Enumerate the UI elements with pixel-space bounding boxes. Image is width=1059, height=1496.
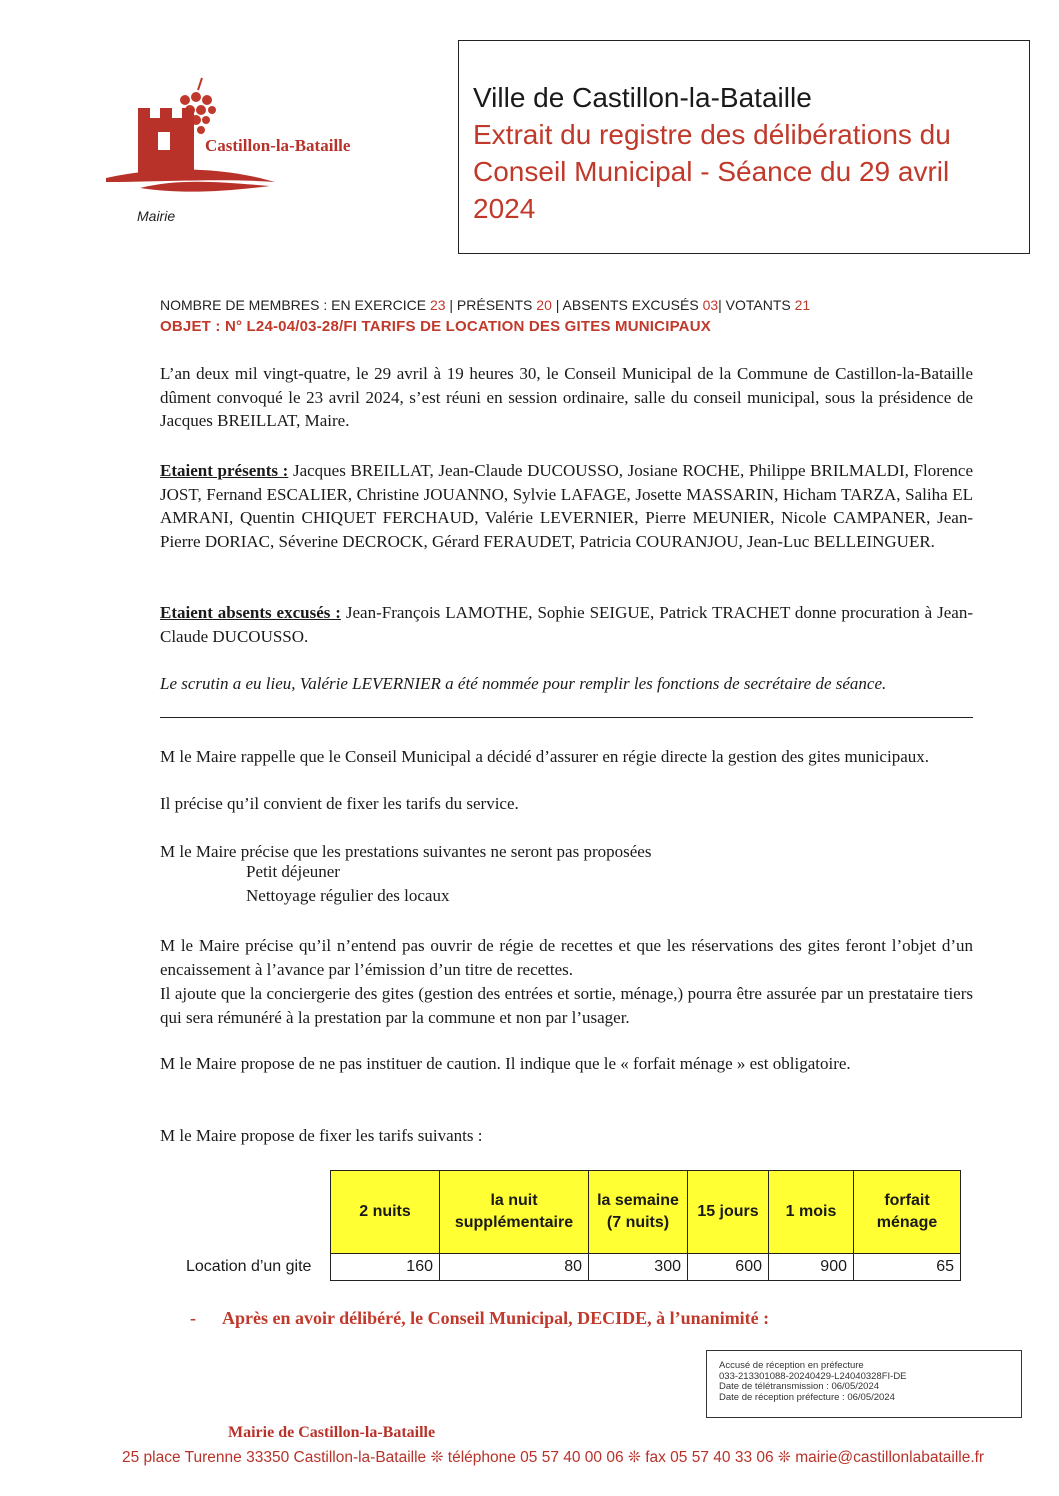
header-1-mois: 1 mois [769,1171,854,1254]
scrutin-paragraph: Le scrutin a eu lieu, Valérie LEVERNIER a été nommée pour remplir les fonctions de secrétaire de séance. [160,674,887,693]
members-line [160,297,810,313]
table-corner [180,1171,331,1254]
paragraph-regie: M le Maire rappelle que le Conseil Municipal a décidé d’assurer en régie directe la gestion des gites municipaux. [160,747,929,766]
objet-title: OBJET : N° L24-04/03-28/FI TARIFS DE LOCATION DES GITES MUNICIPAUX [160,318,711,335]
logo-name: Castillon-la-Bataille [205,136,351,155]
presents-paragraph [160,459,973,553]
list-item: Petit déjeuner [246,862,340,881]
divider [160,717,973,718]
paragraph-recettes: M le Maire précise qu’il n’entend pas ouvrir de régie de recettes et que les réservations des gites feront l’objet d’un encaissement à l’avance par l’émission d’un titre de recettes. [160,936,973,979]
cell-forfait-menage: 65 [854,1254,961,1281]
title-line-4: 2024 [473,193,536,224]
presents-list: Jacques BREILLAT, Jean-Claude DUCOUSSO, Josiane ROCHE, Philippe BRILMALDI, Florence JOST, Fernand ESCALIER, Christine JOUANNO, Sylvie LAFAGE, Josette MASSARIN, Hicham TARZA, Saliha EL AMRANI, Quentin CHIQUET FERCHAUD, Valérie LEVERNIER, Pierre MEUNIER, Nicole CAMPANER, Jean-Pierre DORIAC, Séverine DECROCK, Gérard FERAUDET, Patricia COURANJOU, Jean-Luc BELLEINGUER. [160,461,974,551]
header-forfait-menage: forfait ménage [854,1171,961,1254]
absents-paragraph [160,601,973,648]
cell-nuit-supp: 80 [440,1254,589,1281]
count-absents: 03 [702,297,719,313]
tarifs-table [180,1170,961,1281]
header-2-nuits: 2 nuits [331,1171,440,1254]
header-nuit-supp: la nuit supplémentaire [440,1171,589,1254]
label-exercice: NOMBRE DE MEMBRES : EN EXERCICE [160,297,430,313]
paragraph-tarifs: Il précise qu’il convient de fixer les tarifs du service. [160,794,519,813]
count-votants: 21 [794,297,811,313]
prefecture-stamp [706,1350,1022,1418]
label-absents: | ABSENTS EXCUSÉS [551,297,703,313]
label-votants: | VOTANTS [718,297,795,313]
cell-15-jours: 600 [688,1254,769,1281]
paragraph-prestations: M le Maire précise que les prestations suivantes ne seront pas proposées [160,842,652,861]
paragraph-conciergerie: Il ajoute que la conciergerie des gites (gestion des entrées et sortie, ménage,) pourra être assurée par un prestataire tiers qui sera rémunéré à la prestation par la commune et non par l’usager. [160,984,973,1027]
header-15-jours: 15 jours [688,1171,769,1254]
label-presents: | PRÉSENTS [445,297,537,313]
count-presents: 20 [536,297,552,313]
paragraph-caution: M le Maire propose de ne pas instituer de caution. Il indique que le « forfait ménage » est obligatoire. [160,1054,851,1073]
decision-text: Après en avoir délibéré, le Conseil Municipal, DECIDE, à l’unanimité : [222,1308,770,1328]
stamp-line-3: Date de télétransmission : 06/05/2024 [719,1381,880,1392]
title-line-2: Extrait du registre des délibérations du [473,119,951,150]
table-header-row [180,1171,961,1254]
page-title: Ville de Castillon-la-Bataille [473,82,812,113]
absents-label: Etaient absents excusés : [160,603,341,622]
footer-address: 25 place Turenne 33350 Castillon-la-Bataille ❊ téléphone 05 57 40 00 06 ❊ fax 05 57 40 33 06 ❊ mairie@castillonlabataille.fr [122,1449,985,1466]
stamp-line-2: 033-213301088-20240429-L24040328FI-DE [719,1370,907,1382]
stamp-line-4: Date de réception préfecture : 06/05/2024 [719,1391,895,1403]
presents-label: Etaient présents : [160,461,289,480]
cell-1-mois: 900 [769,1254,854,1281]
cell-2-nuits: 160 [331,1254,440,1281]
paragraph-propose: M le Maire propose de fixer les tarifs suivants : [160,1126,483,1145]
title-line-3: Conseil Municipal - Séance du 29 avril [473,156,950,187]
logo-subtitle: Mairie [137,208,176,224]
table-row [180,1254,961,1281]
list-item: Nettoyage régulier des locaux [246,886,450,905]
intro-paragraph: L’an deux mil vingt-quatre, le 29 avril à 19 heures 30, le Conseil Municipal de la Commune de Castillon-la-Bataille dûment convoqué le 23 avril 2024, s’est réuni en session ordinaire, salle du conseil municipal, sous la présidence de Jacques BREILLAT, Maire. [160,364,973,430]
decision-line [190,1308,769,1329]
cell-semaine: 300 [589,1254,688,1281]
title-box [458,40,1030,254]
count-exercice: 23 [429,297,446,313]
footer-name: Mairie de Castillon-la-Bataille [228,1424,436,1441]
decision-dash: - [190,1308,196,1328]
header-semaine: la semaine (7 nuits) [589,1171,688,1254]
stamp-line-1: Accusé de réception en préfecture [719,1360,864,1371]
row-label: Location d’un gite [186,1258,312,1275]
absents-list: Jean-François LAMOTHE, Sophie SEIGUE, Patrick TRACHET donne procuration à Jean-Claude DUCOUSSO. [160,603,973,646]
